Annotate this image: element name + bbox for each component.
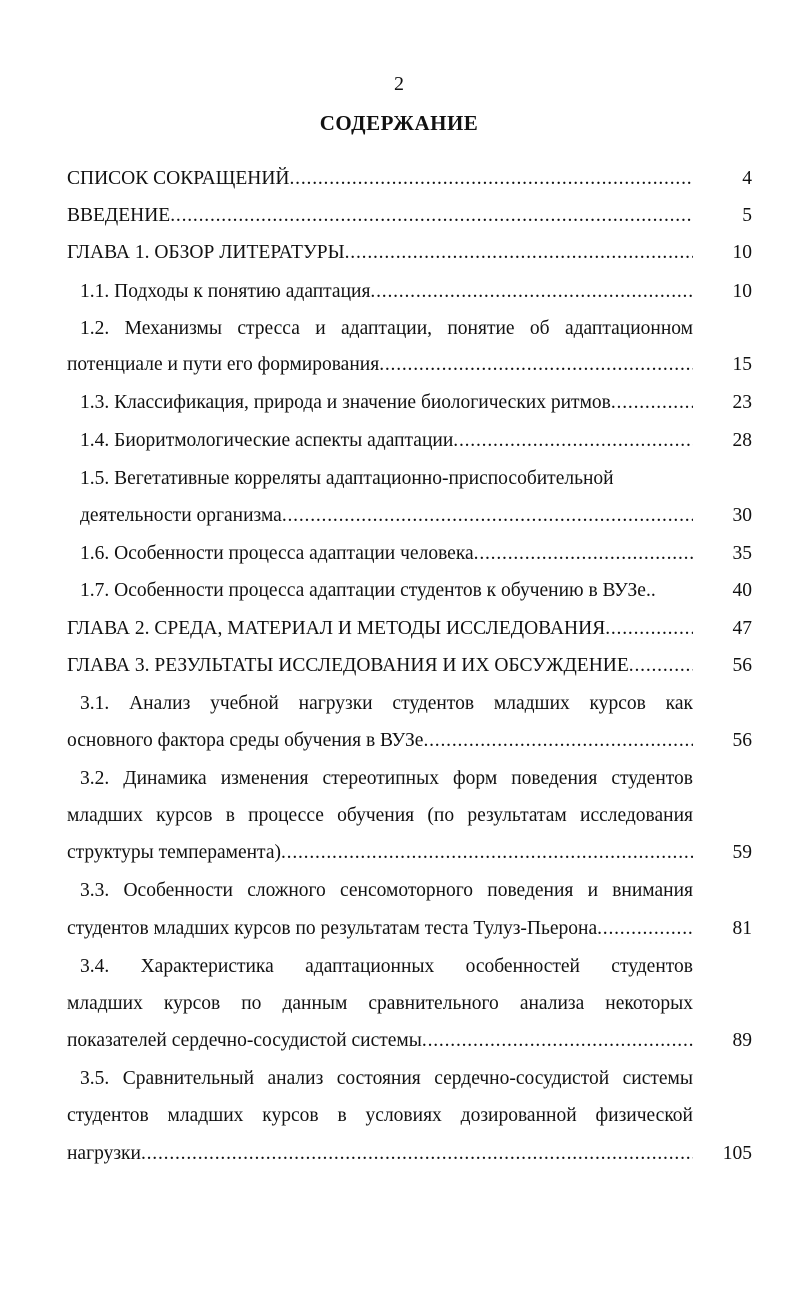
toc-entry-page: 47: [732, 618, 752, 639]
toc-entry-page: 28: [732, 430, 752, 451]
dot-leader: [379, 353, 693, 377]
dot-leader: [170, 204, 693, 228]
toc-entry-title: 1.2. Механизмы стресса и адаптации, понятие об адаптационном: [80, 318, 693, 339]
toc-entry-title: 1.1. Подходы к понятию адаптация: [80, 281, 371, 302]
toc-entry-page: 81: [732, 918, 752, 939]
toc-entry-title: 3.3. Особенности сложного сенсомоторного поведения и внимания: [80, 880, 693, 901]
toc-entry-title: ВВЕДЕНИЕ: [67, 205, 171, 226]
toc-entry-title: 1.7. Особенности процесса адаптации студентов к обучению в ВУЗе..: [80, 580, 656, 601]
dot-leader: [345, 241, 693, 265]
toc-entry-title-continued: структуры темперамента): [67, 842, 281, 863]
dot-leader: [282, 504, 693, 528]
toc-entry-page: 56: [732, 730, 752, 751]
toc-entry-page: 5: [742, 205, 752, 226]
toc-entry-title: 1.4. Биоритмологические аспекты адаптации: [80, 430, 454, 451]
toc-entry-title-continued: студентов младших курсов по результатам теста Тулуз-Пьерона: [67, 918, 598, 939]
toc-entry-page: 40: [732, 580, 752, 601]
toc-entry-title: 1.6. Особенности процесса адаптации человека: [80, 543, 474, 564]
toc-entry-page: 89: [732, 1030, 752, 1051]
dot-leader: [290, 167, 694, 191]
dot-leader: [611, 391, 693, 415]
toc-entry-page: 10: [732, 242, 752, 263]
toc-entry-title: 1.5. Вегетативные корреляты адаптационно-приспособительной: [80, 468, 614, 489]
toc-entry-page: 59: [732, 842, 752, 863]
toc-entry-title: 1.3. Классификация, природа и значение биологических ритмов: [80, 392, 611, 413]
toc-entry-title: СПИСОК СОКРАЩЕНИЙ: [67, 168, 290, 189]
toc-entry-page: 4: [742, 168, 752, 189]
dot-leader: [370, 280, 693, 304]
dot-leader: [474, 542, 693, 566]
toc-entry-title-continued: младших курсов в процессе обучения (по результатам исследования: [67, 805, 693, 826]
dot-leader: [423, 729, 693, 753]
contents-heading: СОДЕРЖАНИЕ: [319, 111, 479, 135]
toc-entry-page: 10: [732, 281, 752, 302]
toc-entry-title-continued: основного фактора среды обучения в ВУЗе: [67, 730, 424, 751]
toc-entry-title-continued: показателей сердечно-сосудистой системы: [67, 1030, 422, 1051]
toc-entry-page: 23: [732, 392, 752, 413]
toc-entry-page: 35: [732, 543, 752, 564]
toc-entry-page: 56: [732, 655, 752, 676]
toc-entry-title: 3.4. Характеристика адаптационных особенностей студентов: [80, 956, 693, 977]
toc-entry-title: 3.5. Сравнительный анализ состояния сердечно-сосудистой системы: [80, 1068, 693, 1089]
toc-entry-page: 15: [732, 354, 752, 375]
toc-entry-title-continued: студентов младших курсов в условиях дозированной физической: [67, 1105, 693, 1126]
toc-entry-title-continued: потенциале и пути его формирования: [67, 354, 380, 375]
dot-leader: [422, 1029, 693, 1053]
toc-entry-title-continued: деятельности организма: [80, 505, 282, 526]
toc-entry-title: 3.2. Динамика изменения стереотипных форм поведения студентов: [80, 768, 693, 789]
toc-entry-title: ГЛАВА 2. СРЕДА, МАТЕРИАЛ И МЕТОДЫ ИССЛЕДОВАНИЯ: [67, 618, 606, 639]
toc-entry-title-continued: нагрузки: [67, 1143, 141, 1164]
toc-entry-title: ГЛАВА 3. РЕЗУЛЬТАТЫ ИССЛЕДОВАНИЯ И ИХ ОБСУЖДЕНИЕ: [67, 655, 629, 676]
toc-entry-title: 3.1. Анализ учебной нагрузки студентов младших курсов как: [80, 693, 693, 714]
dot-leader: [141, 1142, 693, 1166]
toc-entry-page: 30: [732, 505, 752, 526]
dot-leader: [629, 654, 693, 678]
toc-entry-title: ГЛАВА 1. ОБЗОР ЛИТЕРАТУРЫ: [67, 242, 345, 263]
dot-leader: [597, 917, 693, 941]
dot-leader: [453, 429, 693, 453]
dot-leader: [281, 841, 693, 865]
page-number: 2: [394, 73, 404, 95]
toc-entry-page: 105: [722, 1143, 752, 1164]
dot-leader: [605, 617, 693, 641]
toc-entry-title-continued: младших курсов по данным сравнительного анализа некоторых: [67, 993, 693, 1014]
